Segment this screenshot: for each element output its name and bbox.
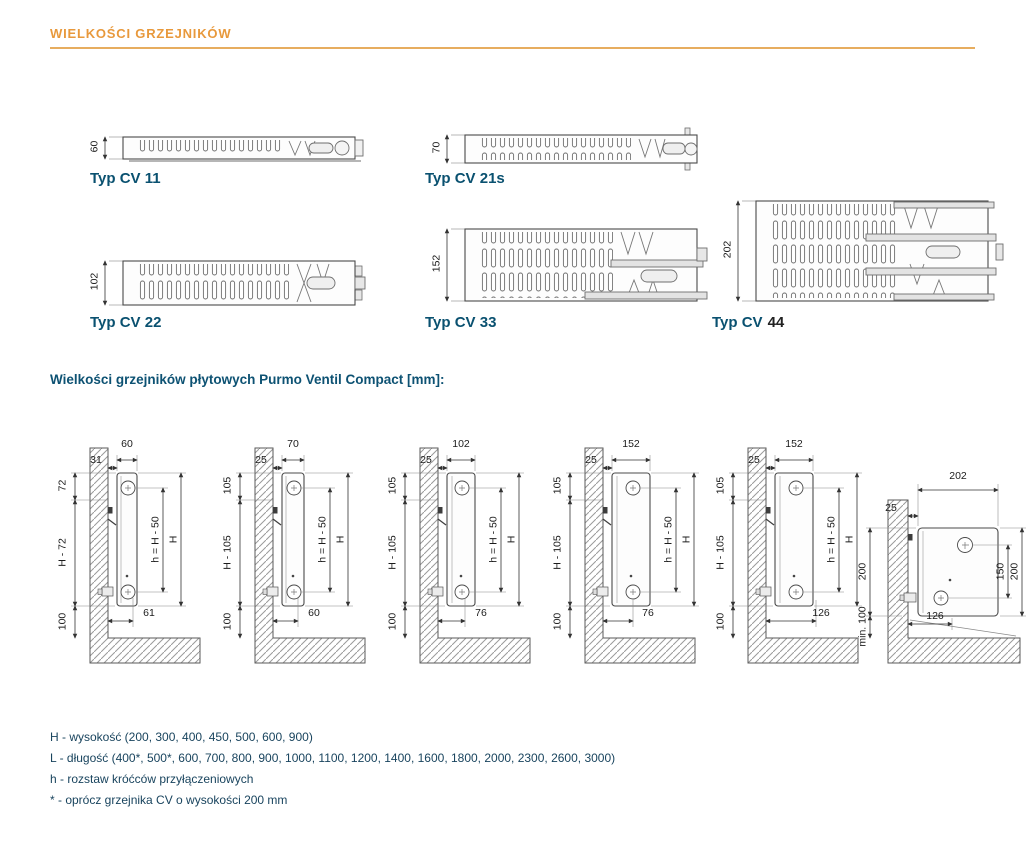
type-label-cv44 (712, 314, 784, 331)
depth-label: 102 (452, 438, 470, 450)
top-view-cv44 (698, 194, 1008, 314)
height-label: H (680, 535, 693, 544)
footnotes (50, 730, 615, 814)
depth-label: 70 (430, 141, 443, 154)
type-label-cv44-prefix: Typ CV (712, 314, 763, 331)
wall-offset-label: 31 (90, 454, 102, 466)
upper-span-label: 105 (714, 476, 727, 495)
top-view-cv21s (407, 126, 717, 172)
footnote-pipe-spacing: h - rozstaw króćców przyłączeniowych (50, 772, 254, 786)
wall-offset-label: 25 (420, 454, 432, 466)
lower-span-label: 100 (221, 612, 234, 631)
inner-height-label: 150 (994, 562, 1007, 581)
middle-span-label: H - 105 (221, 535, 234, 570)
depth-label: 152 (785, 438, 803, 450)
depth-label: 152 (622, 438, 640, 450)
type-label-cv44-suffix: 44 (767, 314, 785, 331)
cross-section-cv21s-drawing (210, 428, 378, 676)
pipe-spacing-label: h = H - 50 (149, 516, 162, 563)
top-view-cv22 (65, 254, 375, 314)
cross-section-cv21s (210, 428, 400, 676)
upper-span-label: 105 (551, 476, 564, 495)
depth-label: 60 (121, 438, 133, 450)
radiator-cv44-drawing (726, 194, 1004, 312)
middle-span-label: H - 105 (551, 535, 564, 570)
upper-span-label: 72 (56, 479, 69, 492)
type-label-cv11: Typ CV 11 (90, 170, 161, 187)
wall-offset-label: 25 (885, 502, 897, 514)
height-label: H (505, 535, 518, 544)
left-span-label: 200 (856, 562, 869, 581)
depth-label: 202 (721, 240, 734, 259)
upper-span-label: 105 (221, 476, 234, 495)
type-label-cv33: Typ CV 33 (425, 314, 497, 331)
radiator-cv11-drawing (93, 130, 371, 168)
middle-span-label: H - 105 (386, 535, 399, 570)
outer-height-label: 200 (1008, 562, 1021, 581)
outlet-label: 126 (812, 607, 830, 619)
pipe-spacing-label: h = H - 50 (487, 516, 500, 563)
radiator-cv33-drawing (435, 222, 713, 312)
type-label-cv22: Typ CV 22 (90, 314, 162, 331)
pipe-spacing-label: h = H - 50 (316, 516, 329, 563)
middle-span-label: H - 105 (714, 535, 727, 570)
height-label: H (167, 535, 180, 544)
radiator-cv22-drawing (93, 254, 371, 312)
wall-offset-label: 25 (585, 454, 597, 466)
footnote-length: L - długość (400*, 500*, 600, 700, 800, 900, 1000, 1100, 1200, 1400, 1600, 1800, 2000, 2300, 2600, 3000) (50, 751, 616, 765)
depth-label: 60 (88, 140, 101, 153)
pipe-spacing-label: h = H - 50 (662, 516, 675, 563)
type-label-cv21s: Typ CV 21s (425, 170, 505, 187)
lower-span-label: 100 (714, 612, 727, 631)
top-view-cv33 (407, 222, 717, 314)
radiator-cv21s-drawing (435, 126, 713, 172)
lower-span-label: 100 (551, 612, 564, 631)
cross-section-cv22 (375, 428, 565, 676)
footnote-asterisk: * - oprócz grzejnika CV o wysokości 200 mm (50, 793, 288, 807)
outlet-label: 76 (475, 607, 487, 619)
top-view-cv11 (65, 130, 375, 170)
lower-span-label: 100 (386, 612, 399, 631)
depth-label: 102 (88, 272, 101, 291)
outlet-label: 61 (143, 607, 155, 619)
cross-section-cv33 (540, 428, 730, 676)
cross-section-cv44-corner (840, 428, 1027, 676)
section-subtitle: Wielkości grzejników płytowych Purmo Ventil Compact [mm]: (50, 372, 445, 387)
outlet-label: 126 (926, 610, 944, 622)
outlet-label: 76 (642, 607, 654, 619)
floor-clearance-label: min. 100 (856, 606, 869, 647)
lower-span-label: 100 (56, 612, 69, 631)
pipe-spacing-label: h = H - 50 (825, 516, 838, 563)
depth-label: 202 (949, 470, 967, 482)
middle-span-label: H - 72 (56, 538, 69, 567)
footnote-height: H - wysokość (200, 300, 400, 450, 500, 600, 900) (50, 730, 313, 744)
height-label: H (843, 535, 856, 544)
cross-section-cv11 (45, 428, 235, 676)
upper-span-label: 105 (386, 476, 399, 495)
wall-offset-label: 25 (255, 454, 267, 466)
height-label: H (334, 535, 347, 544)
cross-section-cv11-drawing (45, 428, 213, 676)
wall-offset-label: 25 (748, 454, 760, 466)
depth-label: 152 (430, 254, 443, 273)
depth-label: 70 (287, 438, 299, 450)
title-underline (50, 47, 975, 49)
page-title: WIELKOŚCI GRZEJNIKÓW (50, 26, 232, 41)
outlet-label: 60 (308, 607, 320, 619)
